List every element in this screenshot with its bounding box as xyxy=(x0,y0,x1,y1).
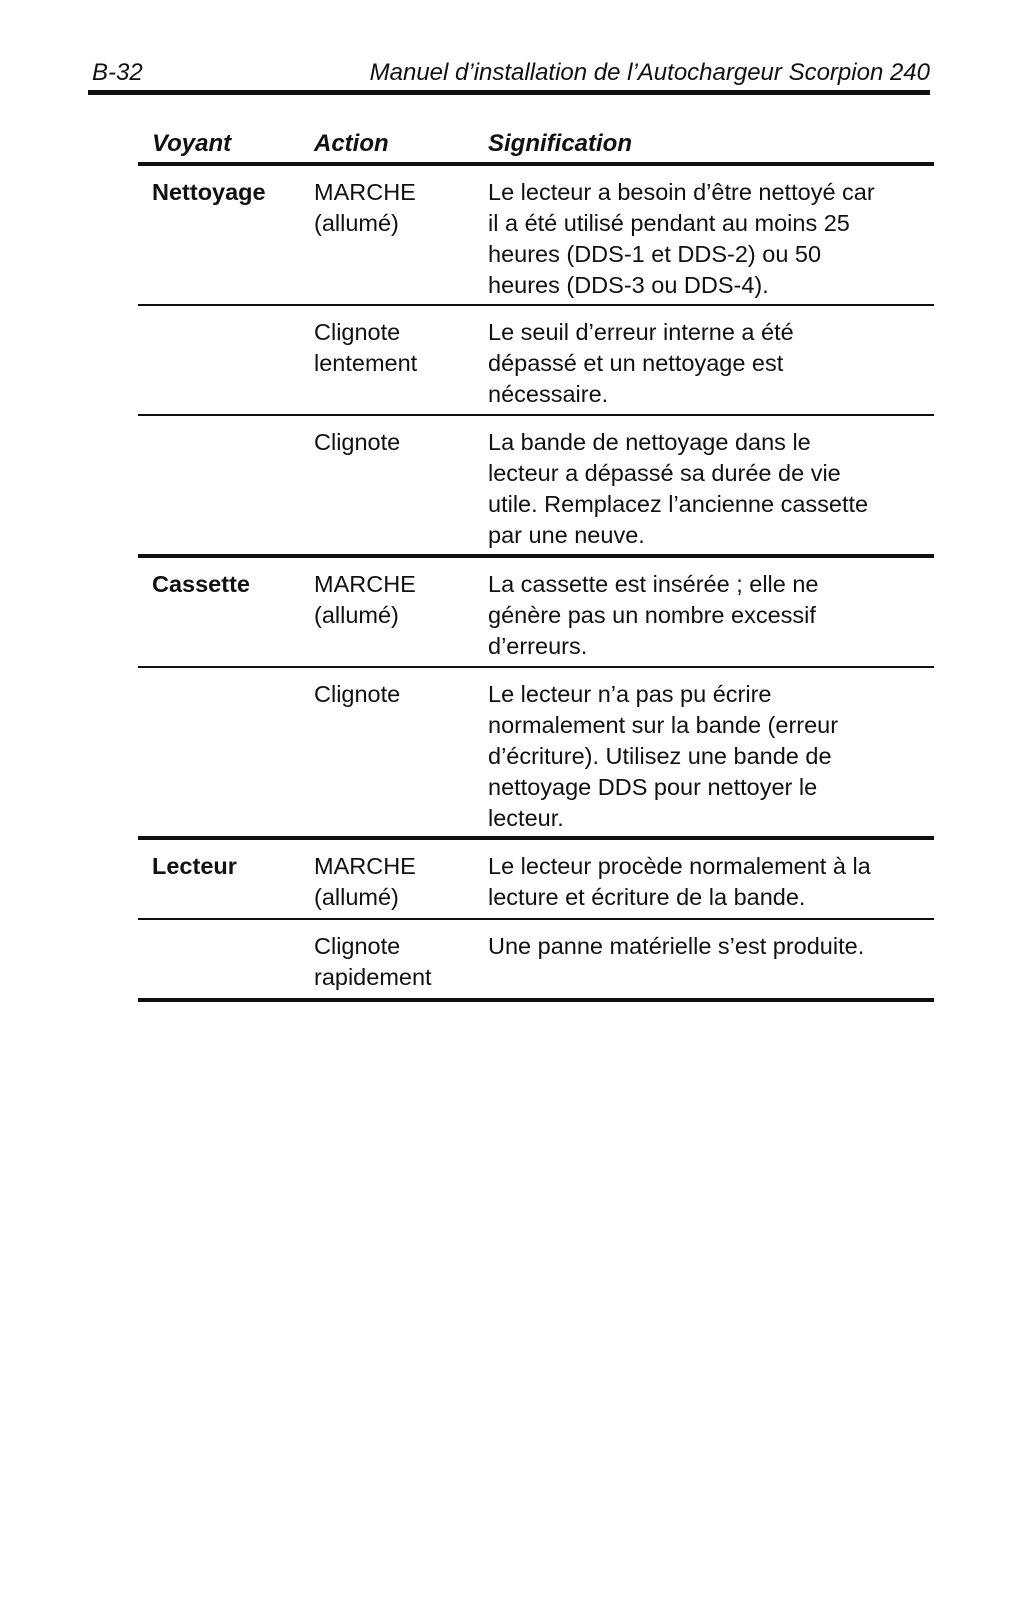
voyant-cell: Lecteur xyxy=(152,853,237,879)
action-line: MARCHE xyxy=(314,179,416,205)
signification-line: normalement sur la bande (erreur xyxy=(488,712,839,738)
signification-cell xyxy=(488,177,928,301)
signification-cell xyxy=(488,317,928,410)
table-row xyxy=(138,840,934,920)
signification-line: dépassé et un nettoyage est xyxy=(488,350,784,376)
table-row xyxy=(138,166,934,306)
column-header-signification: Signification xyxy=(488,130,632,157)
table-row xyxy=(138,668,934,840)
action-line: Clignote xyxy=(314,681,401,707)
column-header-action: Action xyxy=(314,130,389,157)
signification-line: lecture et écriture de la bande. xyxy=(488,884,806,910)
signification-cell xyxy=(488,427,928,551)
voyant-cell: Nettoyage xyxy=(152,179,266,205)
action-line: MARCHE xyxy=(314,853,416,879)
action-line: Clignote xyxy=(314,319,401,345)
action-cell xyxy=(314,177,464,239)
action-cell xyxy=(314,931,464,993)
action-line: MARCHE xyxy=(314,571,416,597)
signification-line: d’erreurs. xyxy=(488,633,588,659)
signification-line: lecteur a dépassé sa durée de vie xyxy=(488,460,841,486)
signification-line: Le lecteur n’a pas pu écrire xyxy=(488,681,772,707)
signification-line: Le lecteur a besoin d’être nettoyé car xyxy=(488,179,875,205)
table-row xyxy=(138,920,934,1002)
page-number: B-32 xyxy=(92,59,143,86)
action-cell xyxy=(314,317,464,379)
header-rule xyxy=(88,90,930,95)
page-title: Manuel d’installation de l’Autochargeur Scorpion 240 xyxy=(369,59,930,86)
signification-line: génère pas un nombre excessif xyxy=(488,602,816,628)
signification-cell xyxy=(488,679,928,834)
table-row xyxy=(138,306,934,416)
table-row xyxy=(138,416,934,558)
signification-line: Le lecteur procède normalement à la xyxy=(488,853,871,879)
action-cell xyxy=(314,679,464,710)
page-header xyxy=(92,56,930,90)
action-cell xyxy=(314,427,464,458)
signification-cell xyxy=(488,569,928,662)
action-line: (allumé) xyxy=(314,602,399,628)
signification-line: nettoyage DDS pour nettoyer le xyxy=(488,774,818,800)
action-line: rapidement xyxy=(314,964,432,990)
voyant-cell: Cassette xyxy=(152,571,250,597)
signification-line: lecteur. xyxy=(488,805,564,831)
action-line: (allumé) xyxy=(314,884,399,910)
led-status-table xyxy=(138,126,934,1002)
column-header-voyant: Voyant xyxy=(152,130,232,157)
signification-cell xyxy=(488,931,928,962)
table-row xyxy=(138,558,934,668)
signification-line: nécessaire. xyxy=(488,381,609,407)
signification-line: Une panne matérielle s’est produite. xyxy=(488,933,865,959)
action-cell xyxy=(314,851,464,913)
action-cell xyxy=(314,569,464,631)
action-line: lentement xyxy=(314,350,418,376)
signification-line: il a été utilisé pendant au moins 25 xyxy=(488,210,850,236)
action-line: (allumé) xyxy=(314,210,399,236)
action-line: Clignote xyxy=(314,933,401,959)
signification-line: par une neuve. xyxy=(488,522,645,548)
action-line: Clignote xyxy=(314,429,401,455)
signification-line: heures (DDS-1 et DDS-2) ou 50 xyxy=(488,241,822,267)
signification-line: utile. Remplacez l’ancienne cassette xyxy=(488,491,869,517)
table-header-row xyxy=(138,126,934,166)
signification-line: La cassette est insérée ; elle ne xyxy=(488,571,819,597)
signification-line: Le seuil d’erreur interne a été xyxy=(488,319,794,345)
signification-cell xyxy=(488,851,928,913)
signification-line: d’écriture). Utilisez une bande de xyxy=(488,743,832,769)
signification-line: La bande de nettoyage dans le xyxy=(488,429,811,455)
signification-line: heures (DDS-3 ou DDS-4). xyxy=(488,272,769,298)
